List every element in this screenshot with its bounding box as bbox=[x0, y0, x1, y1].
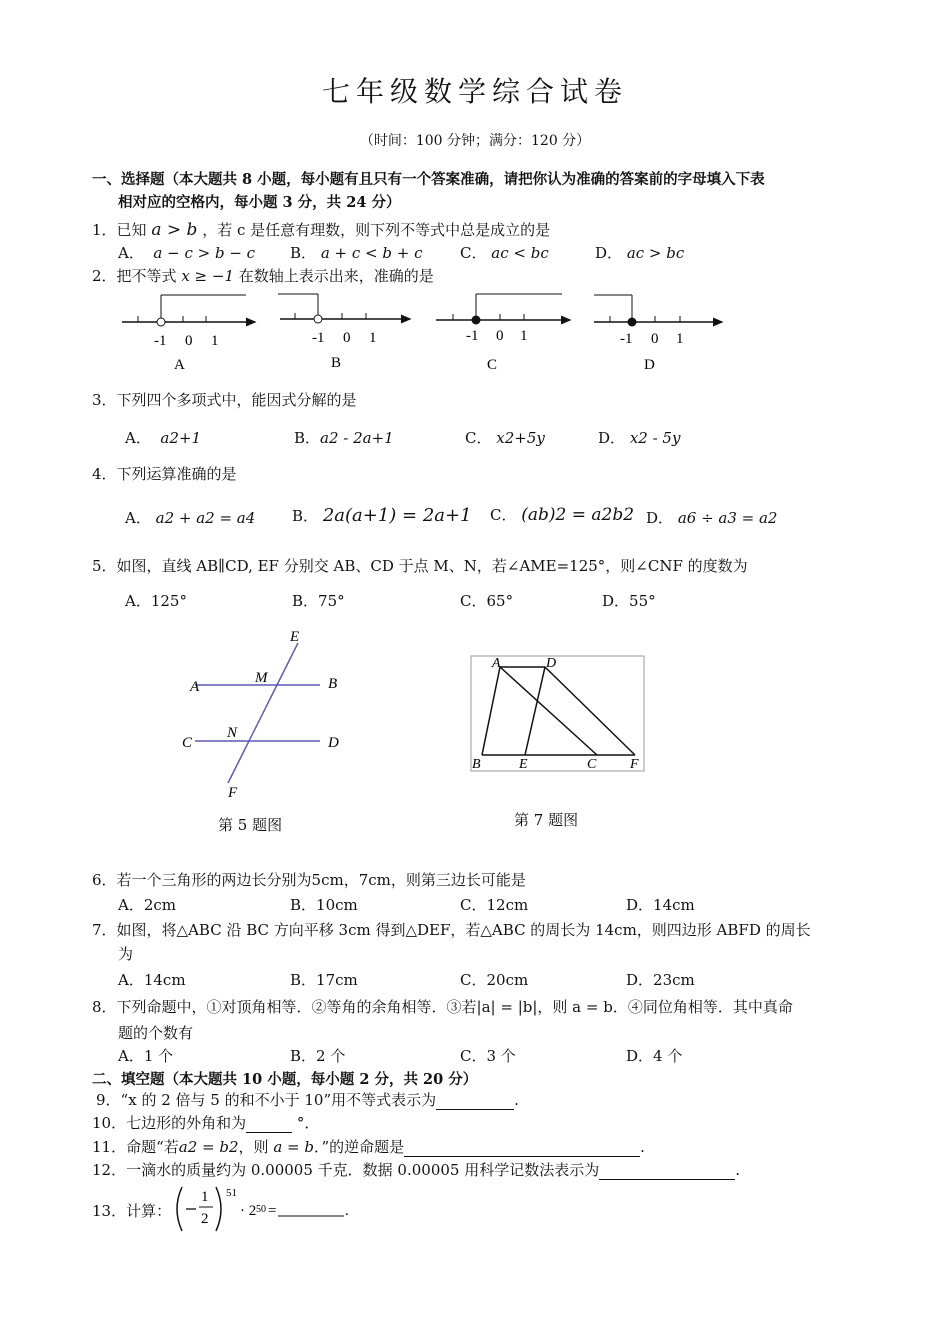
tick-label: 1 bbox=[369, 330, 377, 346]
power-base: · 2 bbox=[240, 1203, 257, 1219]
period: . bbox=[345, 1203, 349, 1219]
q3-option-c: C． x2+5y bbox=[465, 429, 545, 447]
point-label-d: D bbox=[546, 656, 557, 671]
q1-stem-b: ，若 c 是任意有理数，则下列不等式中总是成立的是 bbox=[202, 221, 551, 239]
figure-5 bbox=[170, 625, 360, 805]
question-12: 12．一滴水的质量约为 0.00005 千克．数据 0.00005 用科学记数法表示为 . bbox=[92, 1161, 741, 1179]
q4-option-d: D． a6 ÷ a3 = a2 bbox=[646, 509, 778, 527]
section1-heading-line2: 相对应的空格内，每小题 3 分，共 24 分） bbox=[118, 194, 401, 211]
question-6: 6．若一个三角形的两边长分别为5cm，7cm，则第三边长可能是 bbox=[92, 871, 526, 889]
exam-info: （时间：100 分钟；满分：120 分） bbox=[359, 133, 591, 149]
answer-blank[interactable] bbox=[599, 1165, 735, 1180]
tick-label: 1 bbox=[520, 328, 528, 344]
tick-label: 1 bbox=[676, 331, 684, 347]
figure-5-caption: 第 5 题图 bbox=[218, 816, 283, 834]
point-label-a: A bbox=[492, 656, 501, 671]
q1-condition: a > b bbox=[151, 220, 198, 240]
equals-sign: = bbox=[268, 1203, 277, 1219]
point-label-f: F bbox=[228, 785, 238, 801]
line-ef bbox=[228, 643, 298, 783]
question-7-line2: 为 bbox=[118, 945, 134, 963]
number-line-b bbox=[278, 294, 410, 371]
question-10: 10．七边形的外角和为 °． bbox=[92, 1114, 320, 1132]
tick-label: -1 bbox=[620, 331, 633, 347]
question-9: 9．“x 的 2 倍与 5 的和不小于 10”用不等式表示为 . bbox=[96, 1091, 519, 1109]
number-line-options bbox=[110, 285, 740, 375]
q1-option-c: C． ac < bc bbox=[460, 244, 549, 262]
fraction-numerator: 1 bbox=[201, 1189, 209, 1205]
exponent: 51 bbox=[226, 1187, 237, 1199]
point-label-e: E bbox=[519, 757, 528, 772]
q3-option-a: A． a2+1 bbox=[125, 429, 201, 447]
tick-label: 0 bbox=[185, 333, 193, 349]
question-13-expression bbox=[172, 1183, 352, 1239]
page-title: 七年级数学综合试卷 bbox=[321, 75, 628, 108]
q2-inequality: x ≥ −1 bbox=[181, 267, 235, 285]
answer-blank[interactable] bbox=[436, 1095, 514, 1110]
tick-label: -1 bbox=[466, 328, 479, 344]
option-label-a: A bbox=[174, 357, 185, 373]
question-13-stem: 13．计算： bbox=[92, 1202, 172, 1220]
q1-stem-a: 1．已知 bbox=[92, 221, 147, 239]
point-label-c: C bbox=[587, 757, 597, 772]
q6-option-d: D．14cm bbox=[626, 896, 695, 914]
tick-label: -1 bbox=[312, 330, 325, 346]
point-label-a: A bbox=[190, 679, 200, 695]
q7-option-b: B．17cm bbox=[290, 971, 358, 989]
question-1 bbox=[92, 219, 550, 240]
point-label-d: D bbox=[328, 735, 339, 751]
point-label-c: C bbox=[182, 735, 193, 751]
question-7-line1: 7．如图，将△ABC 沿 BC 方向平移 3cm 得到△DEF，若△ABC 的周长为 14cm，则四边形 ABFD 的周长 bbox=[92, 921, 811, 939]
number-line-d bbox=[594, 295, 722, 373]
q4-option-c: C． (ab)2 = a2b2 bbox=[490, 505, 635, 525]
tick-label: 1 bbox=[211, 333, 219, 349]
option-label-c: C bbox=[487, 357, 498, 373]
q4-option-a: A． a2 + a2 = a4 bbox=[125, 509, 256, 527]
q4-option-b: B． 2a(a+1) = 2a+1 bbox=[292, 505, 472, 526]
figure-7 bbox=[470, 655, 646, 773]
figure-7-caption: 第 7 题图 bbox=[514, 811, 579, 829]
point-label-e: E bbox=[290, 629, 300, 645]
option-label-d: D bbox=[644, 357, 655, 373]
answer-blank[interactable] bbox=[404, 1142, 640, 1157]
q5-option-d: D．55° bbox=[602, 592, 656, 610]
fraction-denominator: 2 bbox=[201, 1211, 209, 1227]
question-5: 5．如图，直线 AB∥CD, EF 分别交 AB、CD 于点 M、N，若∠AME=125°，则∠CNF 的度数为 bbox=[92, 557, 748, 575]
section1-heading-line1: 一、选择题（本大题共 8 小题，每小题有且只有一个答案准确，请把你认为准确的答案前的字母填入下表 bbox=[92, 171, 765, 188]
q1-option-d: D． ac > bc bbox=[595, 244, 685, 262]
q8-option-a: A．1 个 bbox=[118, 1047, 174, 1065]
point-label-m: M bbox=[255, 670, 268, 686]
q8-option-c: C．3 个 bbox=[460, 1047, 516, 1065]
q1-option-a: A． a − c > b − c bbox=[118, 244, 256, 262]
point-label-f: F bbox=[630, 757, 639, 772]
q1-option-b: B． a + c < b + c bbox=[290, 244, 423, 262]
q6-option-c: C．12cm bbox=[460, 896, 529, 914]
answer-blank[interactable] bbox=[246, 1118, 292, 1133]
q7-option-d: D．23cm bbox=[626, 971, 695, 989]
q6-option-b: B．10cm bbox=[290, 896, 358, 914]
question-3: 3．下列四个多项式中，能因式分解的是 bbox=[92, 391, 357, 409]
q8-option-d: D．4 个 bbox=[626, 1047, 683, 1065]
question-4: 4．下列运算准确的是 bbox=[92, 465, 237, 483]
q5-option-c: C．65° bbox=[460, 592, 514, 610]
exponent: 50 bbox=[256, 1204, 266, 1215]
tick-label: -1 bbox=[154, 333, 167, 349]
question-8-line2: 题的个数有 bbox=[118, 1024, 194, 1042]
question-8-line1: 8．下列命题中，①对顶角相等．②等角的余角相等．③若|a| = |b|，则 a = b．④同位角相等．其中真命 bbox=[92, 998, 793, 1016]
point-label-b: B bbox=[472, 757, 481, 772]
point-label-n: N bbox=[227, 725, 238, 741]
q7-option-a: A．14cm bbox=[118, 971, 186, 989]
tick-label: 0 bbox=[651, 331, 659, 347]
q7-option-c: C．20cm bbox=[460, 971, 529, 989]
point-label-b: B bbox=[328, 676, 338, 692]
q6-option-a: A．2cm bbox=[118, 896, 177, 914]
q5-option-a: A．125° bbox=[125, 592, 187, 610]
number-line-c bbox=[436, 294, 570, 373]
tick-label: 0 bbox=[343, 330, 351, 346]
section2-heading: 二、填空题（本大题共 10 小题，每小题 2 分，共 20 分） bbox=[92, 1071, 478, 1088]
question-2: 2．把不等式 x ≥ −1 在数轴上表示出来，准确的是 bbox=[92, 267, 434, 285]
option-label-b: B bbox=[331, 355, 342, 371]
q8-option-b: B．2 个 bbox=[290, 1047, 346, 1065]
q3-option-d: D． x2 - 5y bbox=[598, 429, 681, 447]
question-11: 11．命题“若a2 = b2，则 a = b．”的逆命题是 . bbox=[92, 1138, 645, 1156]
number-line-a bbox=[122, 295, 255, 373]
q5-option-b: B．75° bbox=[292, 592, 345, 610]
q3-option-b: B．a2 - 2a+1 bbox=[294, 429, 394, 447]
tick-label: 0 bbox=[496, 328, 504, 344]
